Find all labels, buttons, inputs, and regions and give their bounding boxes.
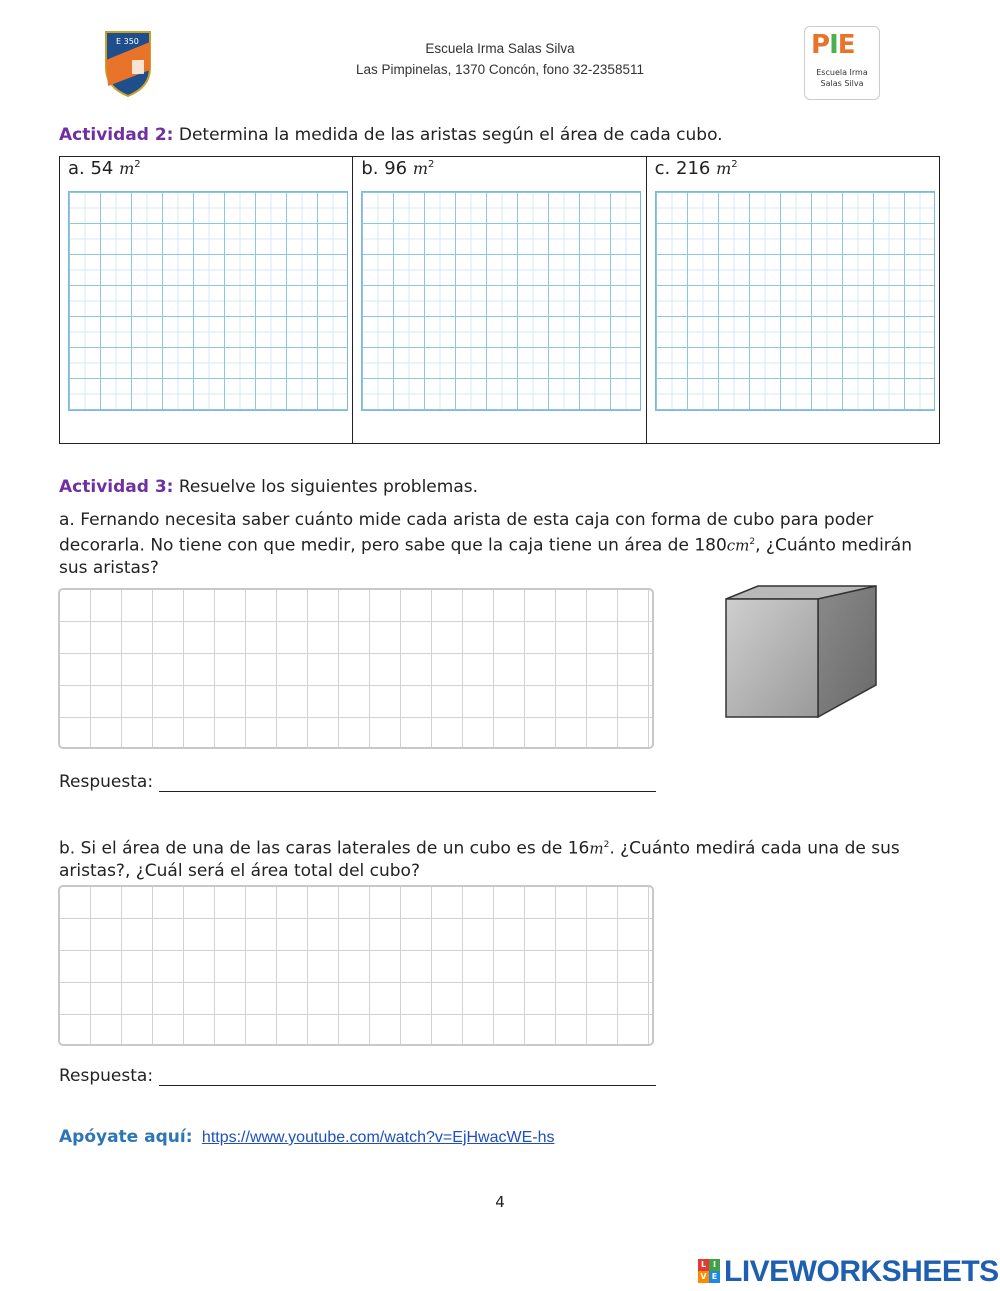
activity2-instruction: Determina la medida de las aristas según el área de cada cubo. (178, 125, 723, 145)
activity3-heading (59, 477, 478, 497)
pie-logo-letters: PIE (811, 30, 855, 60)
page-number: 4 (495, 1193, 505, 1211)
answer-a (59, 772, 656, 792)
answer-b-field[interactable] (159, 1067, 656, 1086)
answer-b (59, 1066, 656, 1086)
answer-a-field[interactable] (159, 773, 656, 792)
answer-a-label: Respuesta: (59, 772, 154, 792)
support-section (59, 1127, 555, 1147)
cube-label-b: b. 96 $m^2$ (361, 158, 435, 179)
cube-cell-b (353, 157, 646, 444)
school-address: Las Pimpinelas, 1370 Concón, fono 32-2358511 (356, 62, 644, 77)
support-video-link[interactable]: https://www.youtube.com/watch?v=EjHwacWE-hs (201, 1129, 555, 1146)
activity3-title: Actividad 3: (59, 477, 174, 497)
work-grid-problem-a[interactable] (58, 588, 654, 749)
cube-label-c: c. 216 $m^2$ (654, 158, 738, 179)
live-icon: L I V E (698, 1259, 720, 1283)
cube-cell-c (646, 157, 939, 444)
problem-a-text: a. Fernando necesita saber cuánto mide cada arista de esta caja con forma de cubo para poder decorarla. No tiene con que medir, pero sabe que la caja tiene un área de $180cm^2$, ¿Cuánto medirán sus aristas? (59, 510, 912, 578)
school-name: Escuela Irma Salas Silva (425, 41, 575, 56)
cube-cell-a (60, 157, 353, 444)
pie-logo-caption: Escuela Irma Salas Silva (816, 68, 868, 88)
cube-label-a: a. 54 $m^2$ (68, 158, 141, 179)
activity3-instruction: Resuelve los siguientes problemas. (178, 477, 478, 497)
cube-illustration (724, 585, 878, 719)
work-grid-b[interactable] (361, 191, 641, 411)
work-grid-a[interactable] (68, 191, 348, 411)
activity2-table (59, 156, 940, 444)
crest-text: E 350 (116, 37, 139, 46)
problem-b-text: b. Si el área de una de las caras laterales de un cubo es de $16m^2$. ¿Cuánto medirá cada una de sus aristas?, ¿Cuál será el área total del cubo? (59, 838, 900, 881)
support-label: Apóyate aquí: (59, 1127, 193, 1147)
work-grid-problem-b[interactable] (58, 885, 654, 1046)
activity2-heading (59, 125, 723, 145)
activity2-title: Actividad 2: (59, 125, 174, 145)
answer-b-label: Respuesta: (59, 1066, 154, 1086)
pie-logo (804, 26, 880, 100)
work-grid-c[interactable] (655, 191, 935, 411)
liveworksheets-wordmark: LIVEWORKSHEETS (724, 1255, 999, 1288)
